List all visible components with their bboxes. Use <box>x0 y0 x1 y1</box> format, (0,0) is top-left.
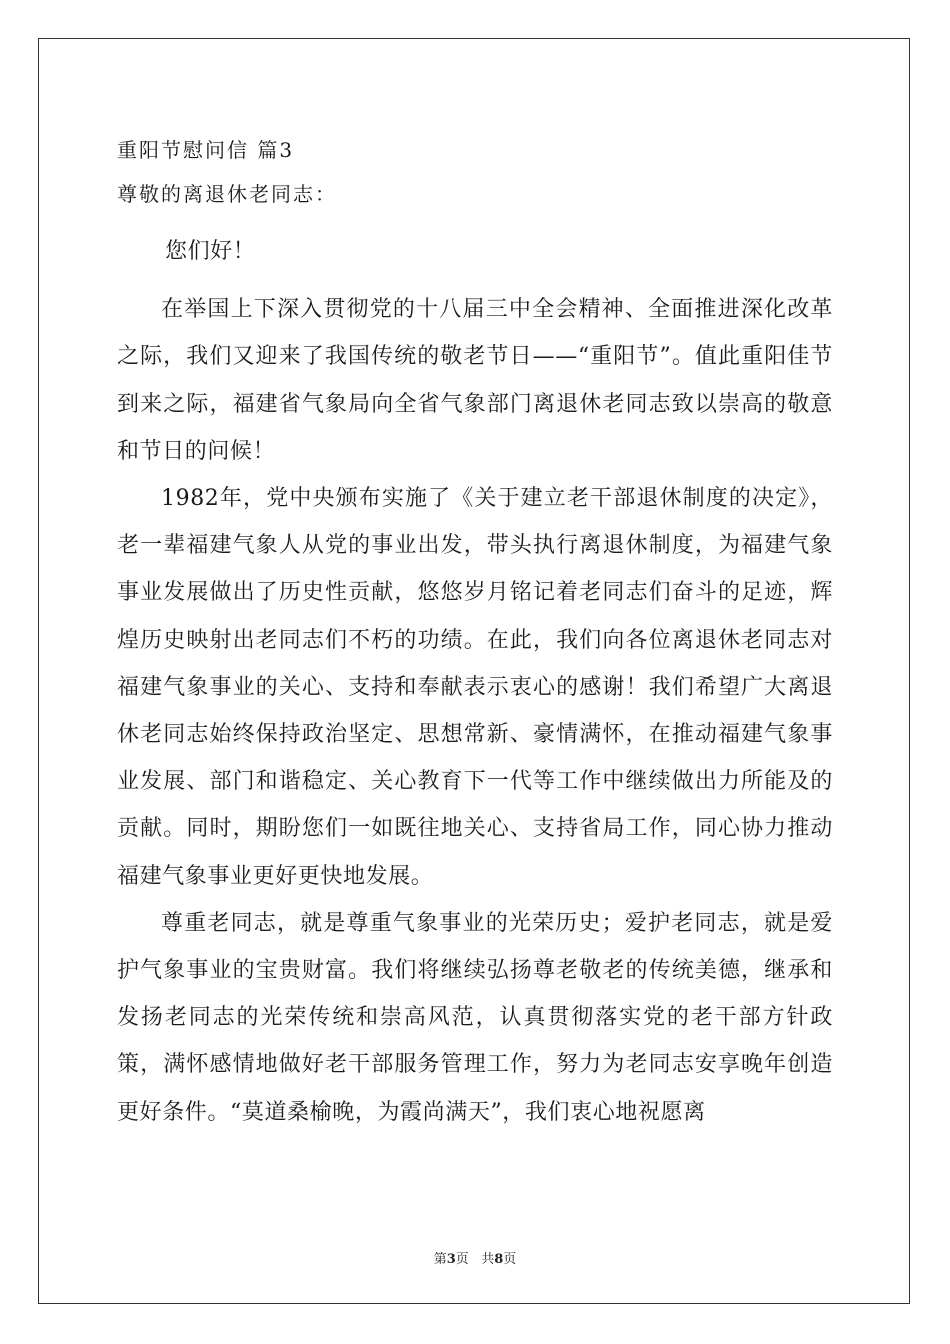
footer-suffix: 页 <box>503 1252 517 1267</box>
letter-heading: 重阳节慰问信 篇3 <box>117 138 295 162</box>
letter-body <box>117 286 833 1136</box>
footer-current-page: 3 <box>446 1252 456 1267</box>
body-paragraph-3: 尊重老同志，就是尊重气象事业的光荣历史；爱护老同志，就是爱护气象事业的宝贵财富。我们将继续弘扬尊老敬老的传统美德，继承和发扬老同志的光荣传统和崇高风范，认真贯彻落实党的老干部方针政策，满怀感情地做好老干部服务管理工作，努力为老同志安享晚年创造更好条件。“莫道桑榆晚，为霞尚满天”，我们衷心地祝愿离 <box>117 910 833 1125</box>
footer-total-pages: 8 <box>494 1252 504 1267</box>
footer-middle: 页 共 <box>455 1252 495 1267</box>
body-paragraph-1: 在举国上下深入贯彻党的十八届三中全会精神、全面推进深化改革之际，我们又迎来了我国传统的敬老节日——“重阳节”。值此重阳佳节到来之际，福建省气象局向全省气象部门离退休老同志致以崇高的敬意和节日的问候！ <box>117 297 833 464</box>
body-paragraph-2: 1982年，党中央颁布实施了《关于建立老干部退休制度的决定》，老一辈福建气象人从党的事业出发，带头执行离退休制度，为福建气象事业发展做出了历史性贡献，悠悠岁月铭记着老同志们奋斗的足迹，辉煌历史映射出老同志们不朽的功绩。在此，我们向各位离退休老同志对福建气象事业的关心、支持和奉献表示衷心的感谢！我们希望广大离退休老同志始终保持政治坚定、思想常新、豪情满怀，在推动福建气象事业发展、部门和谐稳定、关心教育下一代等工作中继续做出力所能及的贡献。同时，期盼您们一如既往地关心、支持省局工作，同心协力推动福建气象事业更好更快地发展。 <box>117 486 833 889</box>
letter-content <box>117 130 833 1136</box>
letter-salutation: 尊敬的离退休老同志： <box>117 182 337 206</box>
letter-greeting: 您们好！ <box>165 239 256 264</box>
footer-prefix: 第 <box>433 1252 447 1267</box>
page-number-footer <box>0 1248 950 1267</box>
